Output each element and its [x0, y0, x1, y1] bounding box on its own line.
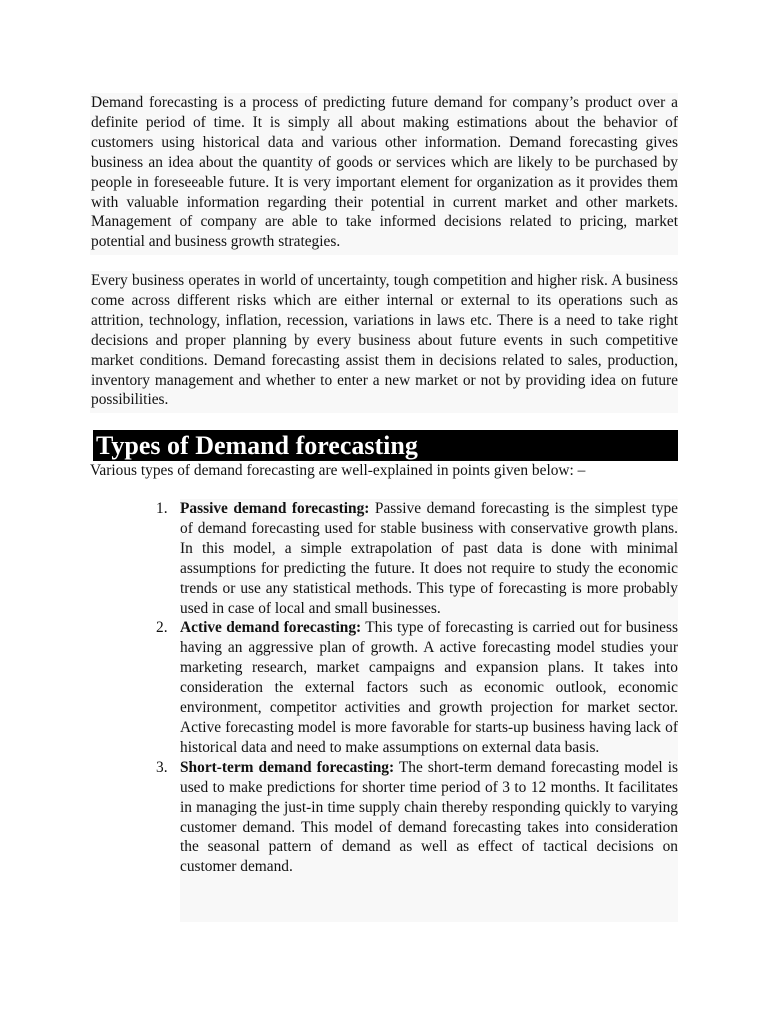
list-item [156, 758, 678, 877]
paragraph-uncertainty: Every business operates in world of uncertainty, tough competition and higher risk. A business come across different risks which are either internal or external to its operations such as attrition, technology, inflation, recession, variations in laws etc. There is a need to take right decisions and proper planning by every business about future events in such competitive market conditions. Demand forecasting assist them in decisions related to sales, production, inventory management and whether to enter a new market or not by providing idea on future possibilities. [90, 271, 678, 413]
list-item [156, 618, 678, 757]
list-item-title: Active demand forecasting: [180, 619, 362, 637]
list-item-number: 1. [156, 500, 168, 517]
list-item-title: Passive demand forecasting: [180, 500, 370, 517]
list-item-text: The short-term demand forecasting model is used to make predictions for shorter time period of 3 to 12 months. It facilitates in managing the just-in time supply chain thereby responding quickly to varying customer demand. This model of demand forecasting takes into consideration the seasonal pattern of demand as well as effect of tactical decisions on customer demand. [180, 758, 678, 876]
list-item-number: 2. [156, 619, 168, 637]
list-item-title: Short-term demand forecasting: [180, 758, 395, 776]
types-list [156, 499, 678, 922]
list-item-text: Passive demand forecasting is the simplest type of demand forecasting used for stable business with conservative growth plans. In this model, a simple extrapolation of past data is done with minimal assumptions for predicting the future. It does not require to study the economic trends or use any statistical methods. This type of forecasting is more probably used in case of local and small businesses. [180, 500, 678, 617]
list-item [156, 499, 678, 618]
list-item-number: 3. [156, 758, 168, 776]
list-intro: Various types of demand forecasting are well-explained in points given below: – [90, 462, 586, 479]
section-heading: Types of Demand forecasting [93, 430, 678, 461]
paragraph-intro: Demand forecasting is a process of predicting future demand for company’s product over a definite period of time. It is simply all about making estimations about the behavior of customers using historical data and various other information. Demand forecasting gives business an idea about the quantity of goods or services which are likely to be purchased by people in foreseeable future. It is very important element for organization as it provides them with valuable information regarding their potential in current market and other markets. Management of company are able to take informed decisions related to pricing, market potential and business growth strategies. [90, 93, 678, 255]
list-item-text: This type of forecasting is carried out for business having an aggressive plan of growth. A active forecasting model studies your marketing research, market campaigns and expansion plans. It takes into consideration the external factors such as economic outlook, economic environment, competitor activities and growth projection for market sector. Active forecasting model is more favorable for starts-up business having lack of historical data and need to make assumptions on external data basis. [180, 619, 678, 756]
